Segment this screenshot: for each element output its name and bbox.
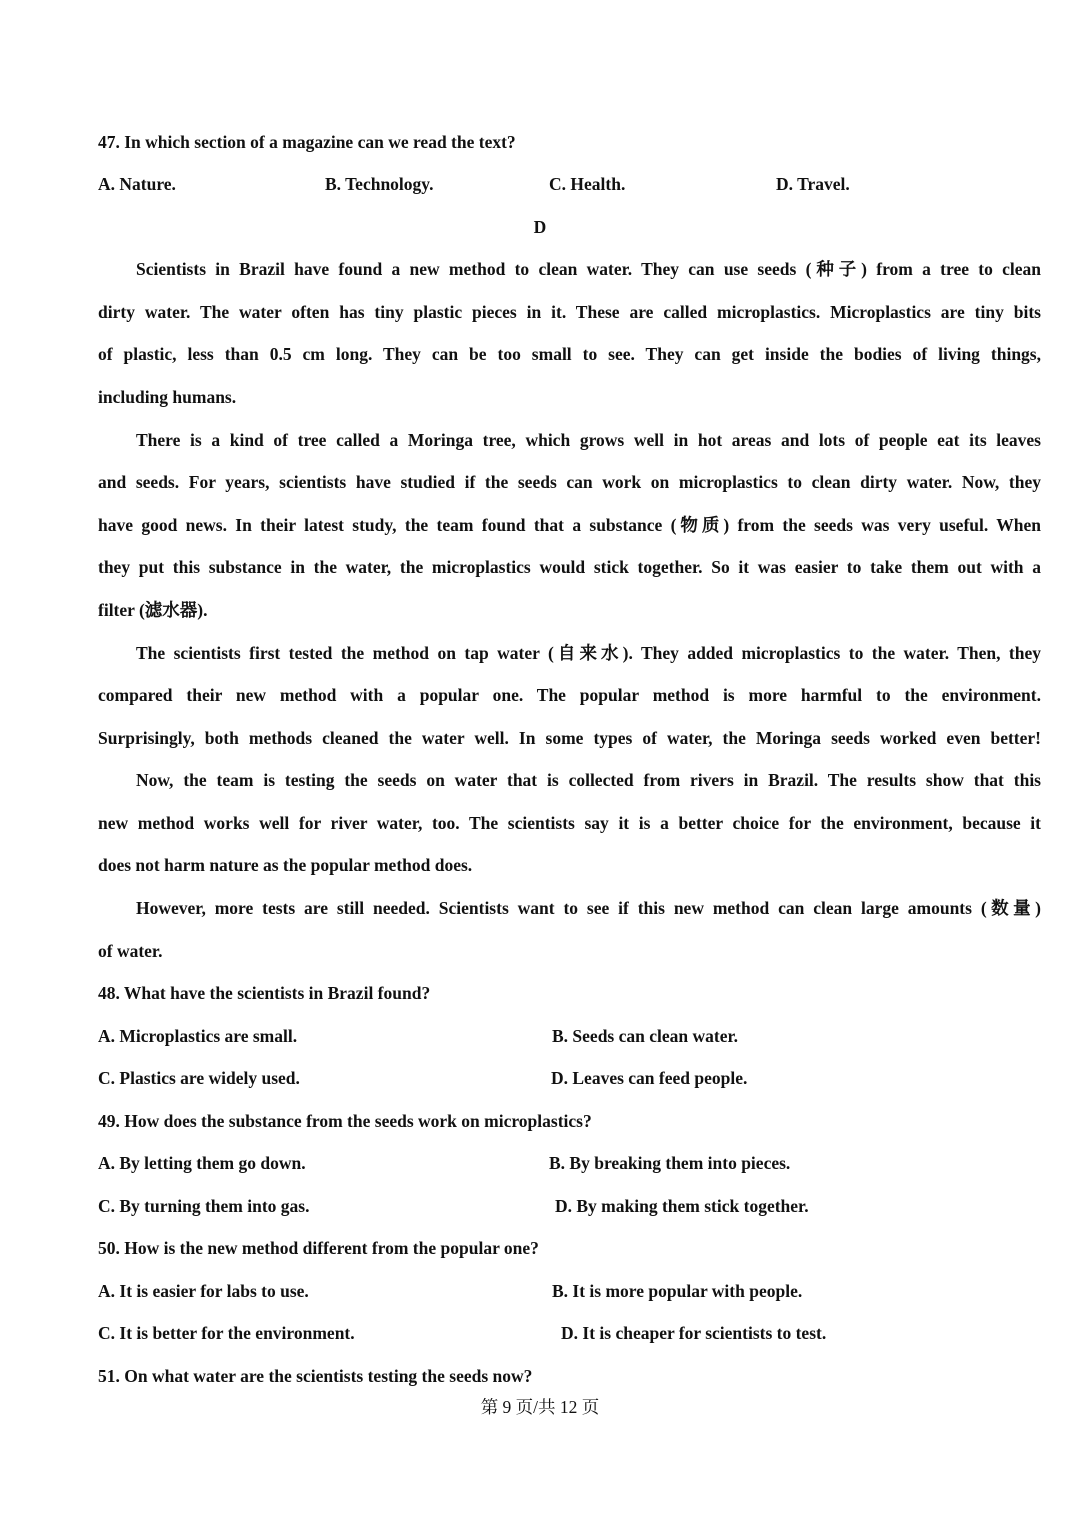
q49-option-a: A. By letting them go down. xyxy=(98,1153,306,1173)
q50-option-a: A. It is easier for labs to use. xyxy=(98,1281,309,1301)
passage-line: does not harm nature as the popular method does. xyxy=(98,855,473,875)
passage-line: and seeds. For years, scientists have studied if the seeds can work on microplastics to clean dirty water. Now, they xyxy=(98,472,1041,492)
q51-question: 51. On what water are the scientists testing the seeds now? xyxy=(98,1366,533,1386)
section-heading: D xyxy=(533,217,547,237)
passage-line: dirty water. The water often has tiny plastic pieces in it. These are called microplastics. Microplastics are tiny bits xyxy=(98,302,1041,322)
q50-question: 50. How is the new method different from the popular one? xyxy=(98,1238,539,1258)
passage-line: Scientists in Brazil have found a new method to clean water. They can use seeds (种子) from a tree to clean xyxy=(136,259,1041,279)
q47-option-d: D. Travel. xyxy=(776,174,850,194)
passage-line: compared their new method with a popular one. The popular method is more harmful to the environment. xyxy=(98,685,1041,705)
passage-line: However, more tests are still needed. Scientists want to see if this new method can clean large amounts (数量) xyxy=(136,898,1041,918)
q50-option-d: D. It is cheaper for scientists to test. xyxy=(561,1323,827,1343)
passage-line: of water. xyxy=(98,941,163,961)
q48-option-c: C. Plastics are widely used. xyxy=(98,1068,300,1088)
q49-option-c: C. By turning them into gas. xyxy=(98,1196,310,1216)
q50-option-c: C. It is better for the environment. xyxy=(98,1323,355,1343)
passage-line: new method works well for river water, too. The scientists say it is a better choice for the environment, because it xyxy=(98,813,1041,833)
q47-option-a: A. Nature. xyxy=(98,174,176,194)
q48-option-b: B. Seeds can clean water. xyxy=(552,1026,739,1046)
passage-line: The scientists first tested the method on tap water (自来水). They added microplastics to the water. Then, they xyxy=(136,643,1041,663)
passage-line: of plastic, less than 0.5 cm long. They can be too small to see. They can get inside the bodies of living things, xyxy=(98,344,1041,364)
q49-option-b: B. By breaking them into pieces. xyxy=(549,1153,791,1173)
page-footer: 第 9 页/共 12 页 xyxy=(480,1397,600,1417)
passage-line: Now, the team is testing the seeds on water that is collected from rivers in Brazil. The results show that this xyxy=(136,770,1041,790)
q49-question: 49. How does the substance from the seeds work on microplastics? xyxy=(98,1111,592,1131)
passage-line: Surprisingly, both methods cleaned the water well. In some types of water, the Moringa seeds worked even better! xyxy=(98,728,1041,748)
q47-option-c: C. Health. xyxy=(549,174,626,194)
passage-line: have good news. In their latest study, the team found that a substance (物质) from the seeds was very useful. When xyxy=(98,515,1041,535)
q47-question: 47. In which section of a magazine can we read the text? xyxy=(98,132,516,152)
q49-option-d: D. By making them stick together. xyxy=(555,1196,809,1216)
q48-option-a: A. Microplastics are small. xyxy=(98,1026,298,1046)
passage-line: including humans. xyxy=(98,387,237,407)
q48-question: 48. What have the scientists in Brazil found? xyxy=(98,983,431,1003)
q50-option-b: B. It is more popular with people. xyxy=(552,1281,803,1301)
q48-option-d: D. Leaves can feed people. xyxy=(551,1068,748,1088)
passage-line: they put this substance in the water, the microplastics would stick together. So it was easier to take them out with a xyxy=(98,557,1041,577)
passage-line: filter (滤水器). xyxy=(98,600,208,620)
q47-option-b: B. Technology. xyxy=(325,174,434,194)
passage-line: There is a kind of tree called a Moringa tree, which grows well in hot areas and lots of people eat its leaves xyxy=(136,430,1041,450)
